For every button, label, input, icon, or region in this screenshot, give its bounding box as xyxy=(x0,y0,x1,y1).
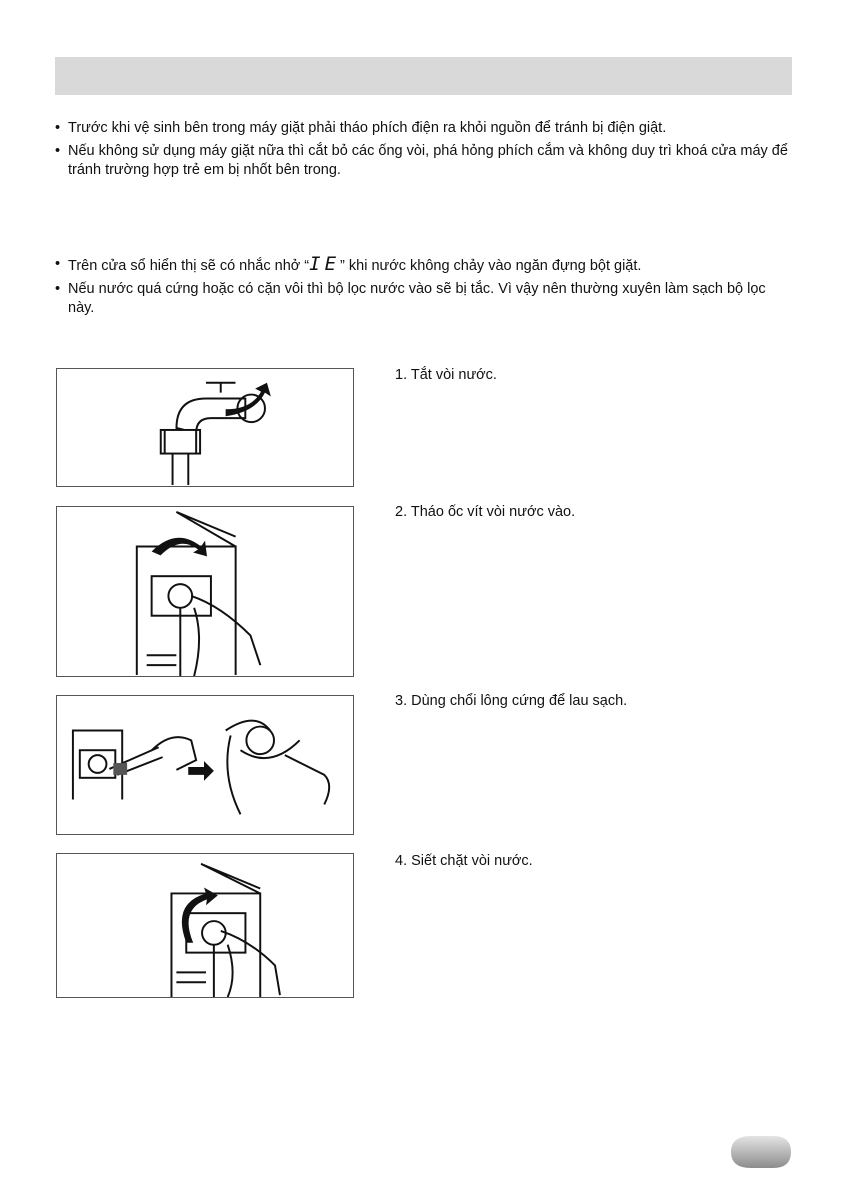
warning-list xyxy=(55,119,795,184)
step-4-illustration xyxy=(56,853,354,998)
page-tab xyxy=(731,1136,791,1168)
step-3-illustration xyxy=(56,695,354,835)
brush-filter-icon xyxy=(57,696,353,834)
info-item-filter: • Nếu nước quá cứng hoặc có cặn vôi thì bộ lọc nước vào sẽ bị tắc. Vì vậy nên thường xuyên làm sạch bộ lọc này. xyxy=(55,280,795,318)
display-suffix: ” khi nước không chảy vào ngăn đựng bột giặt. xyxy=(340,258,642,274)
info-item-display xyxy=(55,255,795,276)
step-3-text: 3. Dùng chổi lông cứng để lau sạch. xyxy=(395,693,628,709)
display-error-code: IE xyxy=(309,253,341,275)
step-1-text: 1. Tắt vòi nước. xyxy=(395,367,497,383)
step-4-text: 4. Siết chặt vòi nước. xyxy=(395,853,533,869)
warning-item: • Nếu không sử dụng máy giặt nữa thì cắt bỏ các ống vòi, phá hỏng phích cắm và không duy trì khoá cửa máy để tránh trường hợp trẻ em bị nhốt bên trong. xyxy=(55,142,795,180)
display-prefix: Trên cửa sổ hiển thị sẽ có nhắc nhở “ xyxy=(68,258,310,274)
section-header-bar xyxy=(55,57,792,95)
unscrew-hose-icon xyxy=(57,507,353,676)
tap-turn-off-icon xyxy=(57,369,353,486)
warning-item: • Trước khi vệ sinh bên trong máy giặt phải tháo phích điện ra khỏi nguồn để tránh bị điện giật. xyxy=(55,119,795,138)
tighten-hose-icon xyxy=(57,854,353,997)
step-2-illustration xyxy=(56,506,354,677)
info-list xyxy=(55,255,795,322)
step-2-text: 2. Tháo ốc vít vòi nước vào. xyxy=(395,504,576,520)
step-1-illustration xyxy=(56,368,354,487)
